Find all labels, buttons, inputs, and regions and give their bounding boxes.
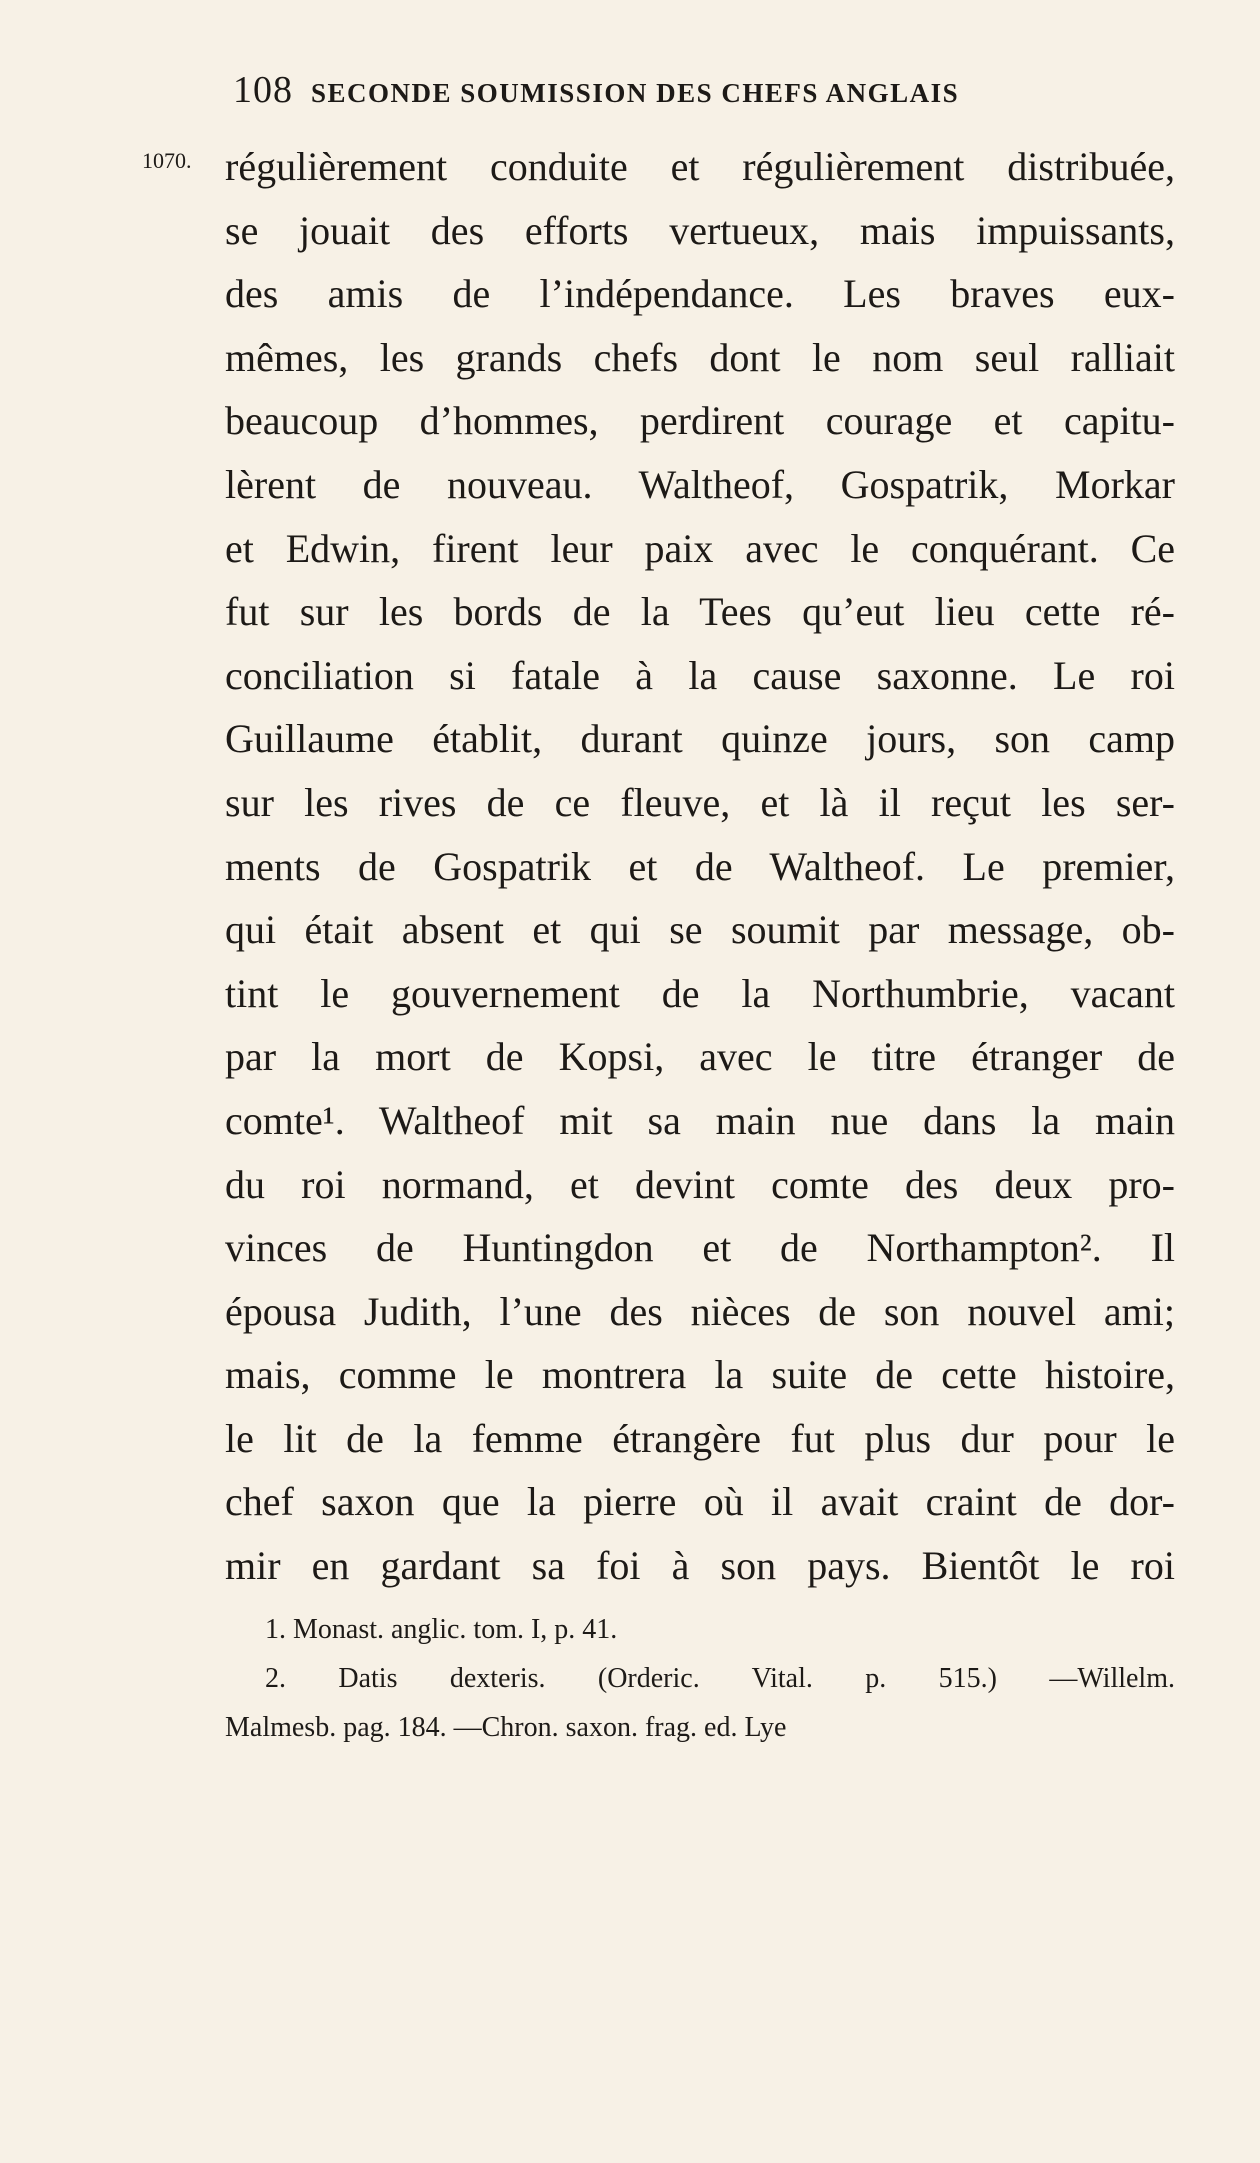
text-line: tint le gouvernement de la Northumbrie, vacant [225,970,1175,1016]
body-text [225,135,1175,1598]
text-line: comte¹. Waltheof mit sa main nue dans la main [225,1097,1175,1143]
footnote-1: 1. Monast. anglic. tom. I, p. 41. [265,1614,618,1645]
footnote-2-continued: Malmesb. pag. 184. —Chron. saxon. frag. ed. Lye [225,1712,787,1743]
footnote-2: 2. Datis dexteris. (Orderic. Vital. p. 515.) —Willelm. [265,1663,1175,1694]
text-line: le lit de la femme étrangère fut plus dur pour le [225,1415,1175,1461]
text-line: vinces de Huntingdon et de Northampton². Il [225,1225,1175,1271]
text-line: Guillaume établit, durant quinze jours, son camp [225,716,1175,762]
text-line: et Edwin, firent leur paix avec le conquérant. Ce [225,525,1175,571]
running-title: SECONDE SOUMISSION DES CHEFS ANGLAIS [311,78,960,108]
text-line: qui était absent et qui se soumit par message, ob- [225,907,1175,953]
text-line: régulièrement conduite et régulièrement distribuée, [225,144,1175,189]
text-line: beaucoup d’hommes, perdirent courage et capitu- [225,398,1175,444]
text-line: mais, comme le montrera la suite de cette histoire, [225,1352,1175,1398]
running-header [233,68,1123,112]
text-line: épousa Judith, l’une des nièces de son nouvel ami; [225,1288,1175,1334]
text-line: lèrent de nouveau. Waltheof, Gospatrik, Morkar [225,461,1175,507]
text-line: sur les rives de ce fleuve, et là il reçut les ser- [225,779,1175,825]
text-line: mêmes, les grands chefs dont le nom seul ralliait [225,334,1175,380]
text-line: ments de Gospatrik et de Waltheof. Le premier, [225,843,1175,889]
footnotes [225,1605,1175,1752]
text-line: mir en gardant sa foi à son pays. Bientôt le roi [225,1543,1175,1589]
text-line: des amis de l’indépendance. Les braves eux- [225,271,1175,317]
text-line: du roi normand, et devint comte des deux pro- [225,1161,1175,1207]
text-line: fut sur les bords de la Tees qu’eut lieu cette ré- [225,589,1175,635]
text-line: par la mort de Kopsi, avec le titre étranger de [225,1034,1175,1080]
page-number: 108 [233,69,293,111]
text-line: chef saxon que la pierre où il avait craint de dor- [225,1479,1175,1525]
text-line: se jouait des efforts vertueux, mais impuissants, [225,207,1175,253]
margin-year-note: 1070. [142,148,192,173]
text-line: conciliation si fatale à la cause saxonne. Le roi [225,652,1175,698]
